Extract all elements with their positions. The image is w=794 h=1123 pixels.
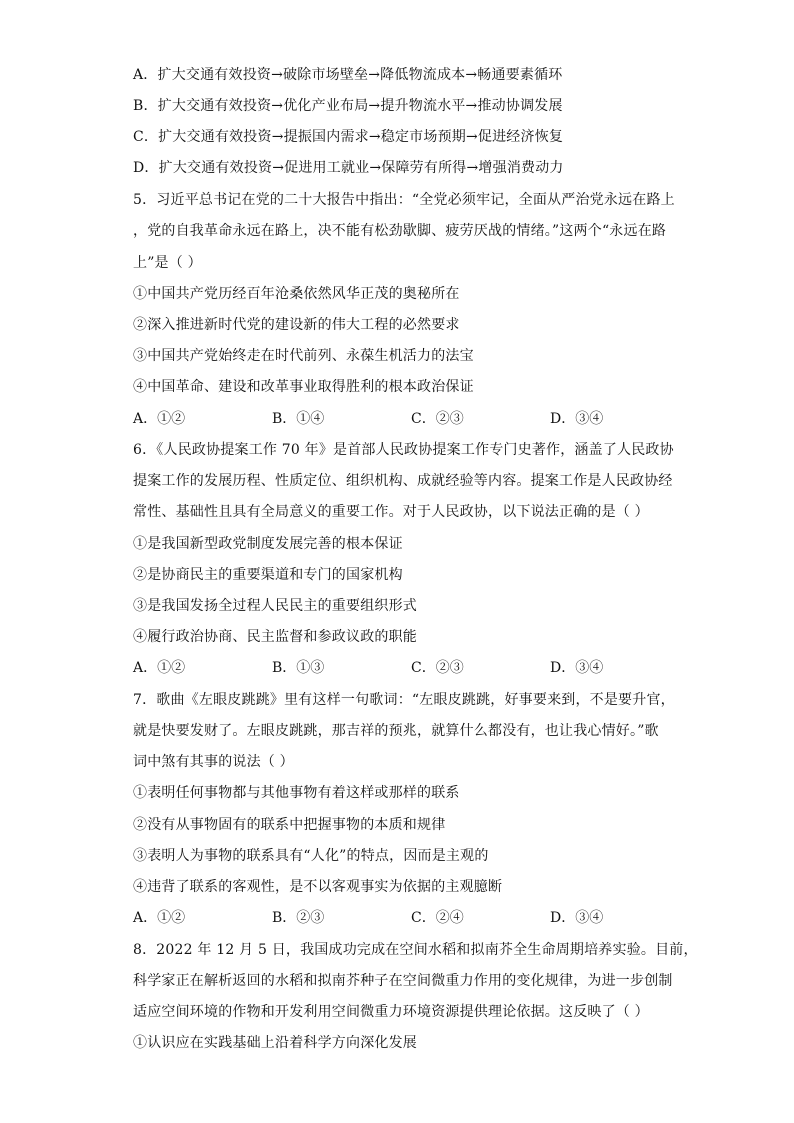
q8-item-1: ①认识应在实践基础上沿着科学方向深化发展 bbox=[133, 1035, 417, 1051]
q5-choices bbox=[133, 409, 673, 429]
q5-item-2: ②深入推进新时代党的建设新的伟大工程的必然要求 bbox=[133, 317, 460, 333]
q5-stem-line-3: 上”是（ ） bbox=[133, 255, 202, 271]
q7-choice-b: B．②③ bbox=[272, 910, 325, 926]
q7-choice-d: D．③④ bbox=[550, 910, 604, 926]
q6-choice-d: D．③④ bbox=[550, 660, 604, 676]
q5-stem-line-2: ，党的自我革命永远在路上，决不能有松劲歇脚、疲劳厌战的情绪。”这两个“永远在路 bbox=[133, 223, 667, 239]
q5-stem-line-1: 5．习近平总书记在党的二十大报告中指出：“全党必须牢记，全面从严治党永远在路上 bbox=[133, 192, 675, 208]
q7-choices bbox=[133, 908, 673, 928]
q5-item-3: ③中国共产党始终走在时代前列、永葆生机活力的法宝 bbox=[133, 348, 474, 364]
q6-choice-b: B．①③ bbox=[272, 660, 325, 676]
q6-stem-line-2: 提案工作的发展历程、性质定位、组织机构、成就经验等内容。提案工作是人民政协经 bbox=[133, 473, 673, 489]
q7-choice-a: A．①② bbox=[133, 910, 186, 926]
q6-item-4: ④履行政治协商、民主监督和参政议政的职能 bbox=[133, 629, 417, 645]
q5-choice-c: C．②③ bbox=[411, 411, 464, 427]
q7-item-2: ②没有从事物固有的联系中把握事物的本质和规律 bbox=[133, 817, 446, 833]
q4-option-a: A．扩大交通有效投资→破除市场壁垒→降低物流成本→畅通要素循环 bbox=[133, 67, 563, 83]
q5-choice-a: A．①② bbox=[133, 411, 186, 427]
q6-stem-line-3: 常性、基础性且具有全局意义的重要工作。对于人民政协，以下说法正确的是（ ） bbox=[133, 504, 649, 520]
q5-choice-d: D．③④ bbox=[550, 411, 604, 427]
q6-stem-line-1: 6．《人民政协提案工作 70 年》是首部人民政协提案工作专门史著作，涵盖了人民政协 bbox=[133, 442, 674, 458]
q7-stem-line-1: 7．歌曲《左眼皮跳跳》里有这样一句歌词：“左眼皮跳跳，好事要来到，不是要升官， bbox=[133, 692, 675, 708]
q4-option-c: C．扩大交通有效投资→提振国内需求→稳定市场预期→促进经济恢复 bbox=[133, 129, 564, 145]
q6-choices bbox=[133, 658, 673, 678]
q7-stem-line-3: 词中煞有其事的说法（ ） bbox=[133, 754, 294, 770]
q7-item-1: ①表明任何事物都与其他事物有着这样或那样的联系 bbox=[133, 785, 460, 801]
q7-item-3: ③表明人为事物的联系具有“人化”的特点，因而是主观的 bbox=[133, 848, 489, 864]
q8-stem-line-1: 8．2022 年 12 月 5 日，我国成功完成在空间水稻和拟南芥全生命周期培养实验。目前， bbox=[133, 942, 698, 958]
q6-item-2: ②是协商民主的重要渠道和专门的国家机构 bbox=[133, 567, 403, 583]
q5-item-1: ①中国共产党历经百年沧桑依然风华正茂的奥秘所在 bbox=[133, 286, 460, 302]
q6-item-3: ③是我国发扬全过程人民民主的重要组织形式 bbox=[133, 598, 417, 614]
q4-option-b: B．扩大交通有效投资→优化产业布局→提升物流水平→推动协调发展 bbox=[133, 98, 563, 114]
q6-choice-a: A．①② bbox=[133, 660, 186, 676]
q4-option-d: D．扩大交通有效投资→促进用工就业→保障劳有所得→增强消费动力 bbox=[133, 160, 564, 176]
q6-choice-c: C．②③ bbox=[411, 660, 464, 676]
q5-item-4: ④中国革命、建设和改革事业取得胜利的根本政治保证 bbox=[133, 379, 474, 395]
q6-item-1: ①是我国新型政党制度发展完善的根本保证 bbox=[133, 536, 403, 552]
q7-stem-line-2: 就是快要发财了。左眼皮跳跳，那吉祥的预兆，就算什么都没有，也让我心情好。”歌 bbox=[133, 723, 659, 739]
q8-stem-line-2: 科学家正在解析返回的水稻和拟南芥种子在空间微重力作用的变化规律，为进一步创制 bbox=[133, 973, 673, 989]
q7-choice-c: C．②④ bbox=[411, 910, 464, 926]
q8-stem-line-3: 适应空间环境的作物和开发利用空间微重力环境资源提供理论依据。这反映了（ ） bbox=[133, 1004, 649, 1020]
q5-choice-b: B．①④ bbox=[272, 411, 325, 427]
q7-item-4: ④违背了联系的客观性，是不以客观事实为依据的主观臆断 bbox=[133, 879, 503, 895]
